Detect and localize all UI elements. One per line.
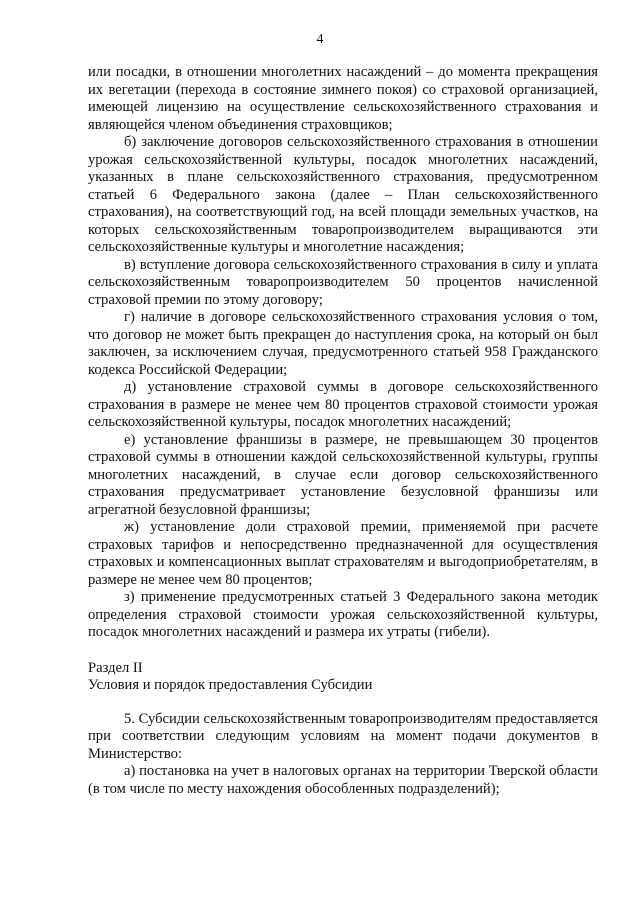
section-title: Условия и порядок предоставления Субсидии xyxy=(88,677,373,693)
paragraph-continuation: или посадки, в отношении многолетних насаждений – до момента прекращения их вегетации (перехода в состояние зимнего покоя) со страховой организацией, имеющей лицензию на осуществление сельскохозяйственного страхования и являющейся членом объединения страховщиков; xyxy=(88,64,598,133)
paragraph-item-z: з) применение предусмотренных статьей 3 Федерального закона методик определения страховой стоимости урожая сельскохозяйственной культуры, посадок многолетних насаждений и размера их утраты (гибели). xyxy=(88,589,598,640)
paragraph-item-e: е) установление франшизы в размере, не превышающем 30 процентов страховой суммы в отношении каждой сельскохозяйственной культуры, группы многолетних насаждений, в случае если договор сельскохозяйственного страхования предусматривает установление безусловной франшизы или агрегатной безусловной франшизы; xyxy=(88,431,598,518)
paragraph-item-v: в) вступление договора сельскохозяйственного страхования в силу и уплата сельскохозяйственным товаропроизводителем 50 процентов начисленной страховой премии по этому договору; xyxy=(88,256,598,308)
section-heading: Раздел II xyxy=(88,659,143,676)
paragraph-item-b: б) заключение договоров сельскохозяйственного страхования в отношении урожая сельскохозяйственной культуры, посадок многолетних насаждений, указанных в плане сельскохозяйственного страхования, предусмотренном статьей 6 Федерального закона (далее – План сельскохозяйственного страхования), на соответствующий год, на всей площади земельных участков, на которых сельскохозяйственным товаропроизводителем выращиваются эти сельскохозяйственные культуры и многолетние насаждения; xyxy=(88,134,598,255)
paragraph-item-d: д) установление страховой суммы в договоре сельскохозяйственного страхования в размере не менее чем 80 процентов страховой стоимости урожая сельскохозяйственной культуры, посадок многолетних насаждений; xyxy=(88,379,598,430)
paragraph-item-zh: ж) установление доли страховой премии, применяемой при расчете страховых тарифов и непосредственно предназначенной для осуществления страховых и компенсационных выплат страхователям и выгодоприобретателям, в размере не менее чем 80 процентов; xyxy=(88,519,598,588)
page-number: 4 xyxy=(316,32,324,47)
paragraph-clause-5-a: а) постановка на учет в налоговых органах на территории Тверской области (в том числе по месту нахождения обособленных подразделений); xyxy=(88,763,598,797)
paragraph-item-g: г) наличие в договоре сельскохозяйственного страхования условия о том, что договор не может быть прекращен до наступления срока, на который он был заключен, за исключением случая, предусмотренного статьей 958 Гражданского кодекса Российской Федерации; xyxy=(88,309,598,378)
paragraph-clause-5: 5. Субсидии сельскохозяйственным товаропроизводителям предоставляется при соответствии следующим условиям на момент подачи документов в Министерство: xyxy=(88,710,598,762)
document-body xyxy=(88,64,598,798)
